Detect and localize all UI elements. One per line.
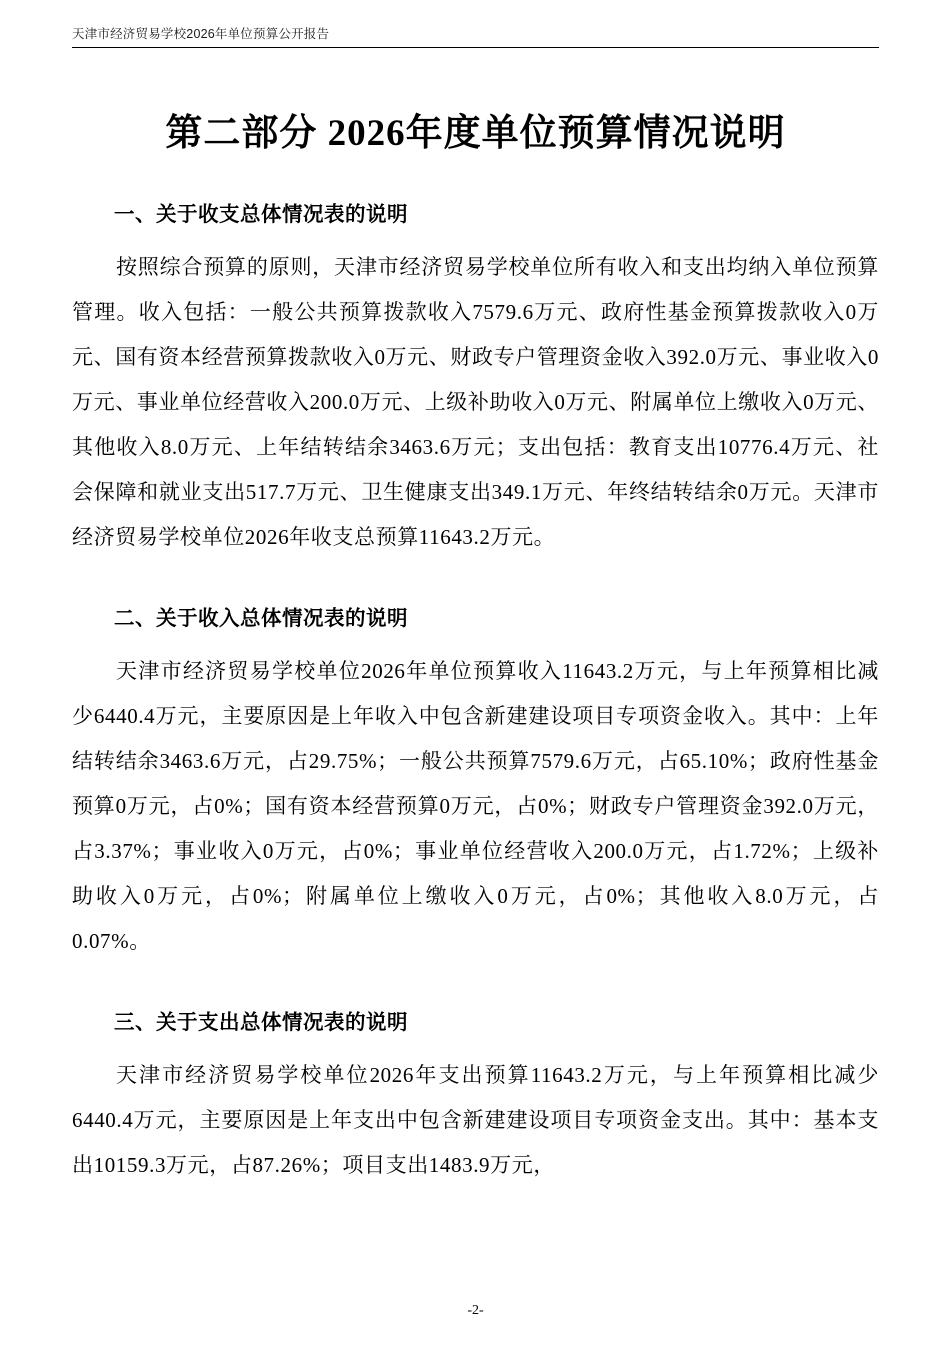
page-number: -2- — [467, 1303, 484, 1318]
page-title: 第二部分 2026年度单位预算情况说明 — [165, 113, 786, 154]
section-heading-1: 一、关于收支总体情况表的说明 — [114, 203, 408, 227]
section-paragraph-3: 天津市经济贸易学校单位2026年支出预算11643.2万元，与上年预算相比减少6440.4万元，主要原因是上年支出中包含新建建设项目专项资金支出。其中：基本支出10159.3万元，占87.26%；项目支出1483.9万元， — [72, 1062, 879, 1177]
document-body — [72, 80, 879, 1188]
running-header: 天津市经济贸易学校2026年单位预算公开报告 — [72, 24, 879, 48]
section-paragraph-1: 按照综合预算的原则，天津市经济贸易学校单位所有收入和支出均纳入单位预算管理。收入包括：一般公共预算拨款收入7579.6万元、政府性基金预算拨款收入0万元、国有资本经营预算拨款收入0万元、财政专户管理资金收入392.0万元、事业收入0万元、事业单位经营收入200.0万元、上级补助收入0万元、附属单位上缴收入0万元、其他收入8.0万元、上年结转结余3463.6万元；支出包括：教育支出10776.4万元、社会保障和就业支出517.7万元、卫生健康支出349.1万元、年终结转结余0万元。天津市经济贸易学校单位2026年收支总预算11643.2万元。 — [72, 255, 879, 550]
section-paragraph-2: 天津市经济贸易学校单位2026年单位预算收入11643.2万元，与上年预算相比减少6440.4万元，主要原因是上年收入中包含新建建设项目专项资金收入。其中：上年结转结余3463.6万元，占29.75%；一般公共预算7579.6万元，占65.10%；政府性基金预算0万元，占0%；国有资本经营预算0万元，占0%；财政专户管理资金392.0万元，占3.37%；事业收入0万元，占0%；事业单位经营收入200.0万元，占1.72%；上级补助收入0万元，占0%；附属单位上缴收入0万元，占0%；其他收入8.0万元，占0.07%。 — [72, 658, 879, 953]
section-heading-2: 二、关于收入总体情况表的说明 — [114, 607, 408, 631]
section-heading-3: 三、关于支出总体情况表的说明 — [114, 1010, 408, 1034]
